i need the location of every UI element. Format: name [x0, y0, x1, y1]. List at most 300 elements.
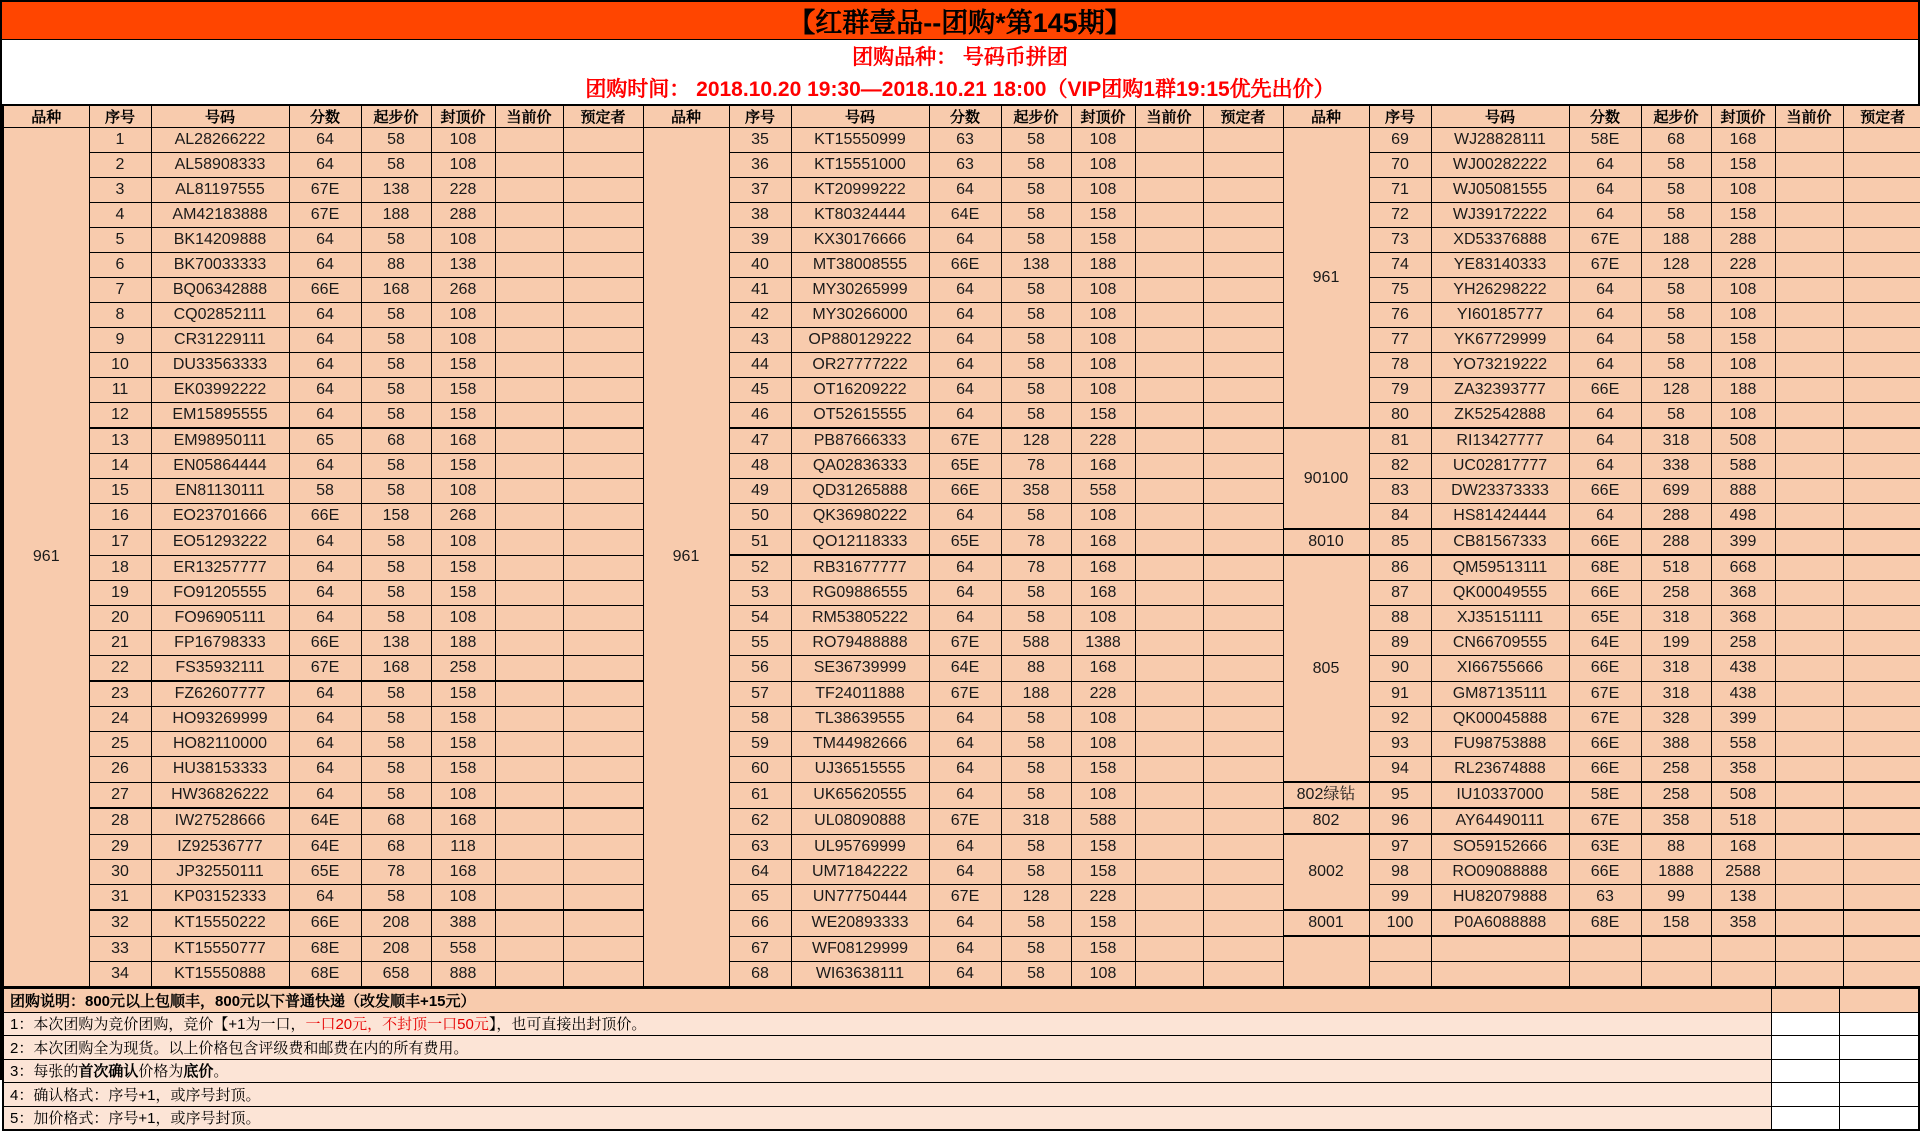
cell-number[interactable]: RM53805222: [791, 606, 929, 631]
cell-start-price[interactable]: 58: [1001, 128, 1071, 153]
cell-score[interactable]: 65E: [929, 454, 1001, 479]
cell-start-price[interactable]: 58: [361, 454, 431, 479]
cell-start-price[interactable]: 58: [1001, 228, 1071, 253]
cell-reserver[interactable]: [1203, 555, 1283, 581]
cell-cap-price[interactable]: 108: [431, 128, 495, 153]
cell-cap-price[interactable]: 108: [431, 328, 495, 353]
cell-number[interactable]: YH26298222: [1431, 278, 1569, 303]
cell-reserver[interactable]: [1203, 253, 1283, 278]
cell-current-price[interactable]: [1135, 278, 1203, 303]
cell-score[interactable]: 66E: [1569, 656, 1641, 682]
cell-cap-price[interactable]: 508: [1711, 428, 1775, 454]
cell-reserver[interactable]: [1843, 631, 1920, 656]
cell-serial[interactable]: 28: [89, 808, 151, 834]
cell-current-price[interactable]: [495, 910, 563, 936]
cell-score[interactable]: 64: [929, 228, 1001, 253]
cell-serial[interactable]: 6: [89, 253, 151, 278]
cell-serial[interactable]: 67: [729, 936, 791, 962]
cell-cap-price[interactable]: 158: [1711, 328, 1775, 353]
cell-number[interactable]: KP03152333: [151, 885, 289, 911]
cell-cap-price[interactable]: 108: [1071, 707, 1135, 732]
cell-serial[interactable]: 51: [729, 529, 791, 555]
cell-reserver[interactable]: [563, 454, 643, 479]
cell-score[interactable]: 64: [1569, 428, 1641, 454]
cell-current-price[interactable]: [1135, 504, 1203, 530]
cell-current-price[interactable]: [1771, 989, 1839, 1013]
cell-current-price[interactable]: [1135, 128, 1203, 153]
cell-start-price[interactable]: 188: [1001, 681, 1071, 707]
cell-current-price[interactable]: [1135, 378, 1203, 403]
cell-start-price[interactable]: 138: [361, 631, 431, 656]
cell-cap-price[interactable]: 108: [1711, 178, 1775, 203]
cell-cap-price[interactable]: 108: [431, 479, 495, 504]
cell-serial[interactable]: 12: [89, 403, 151, 429]
cell-start-price[interactable]: 128: [1641, 253, 1711, 278]
cell-current-price[interactable]: [1775, 581, 1843, 606]
cell-score[interactable]: 65E: [1569, 606, 1641, 631]
cell-current-price[interactable]: [1135, 757, 1203, 783]
cell-number[interactable]: PB87666333: [791, 428, 929, 454]
cell-variety[interactable]: [1283, 936, 1369, 987]
cell-number[interactable]: SO59152666: [1431, 834, 1569, 860]
cell-reserver[interactable]: [1839, 989, 1919, 1013]
cell-serial[interactable]: 4: [89, 203, 151, 228]
cell-score[interactable]: 64: [929, 581, 1001, 606]
cell-current-price[interactable]: [1775, 353, 1843, 378]
cell-cap-price[interactable]: 158: [431, 555, 495, 581]
cell-score[interactable]: 64: [289, 606, 361, 631]
cell-cap-price[interactable]: 108: [1711, 303, 1775, 328]
cell-serial[interactable]: 93: [1369, 732, 1431, 757]
cell-reserver[interactable]: [1843, 910, 1920, 936]
cell-number[interactable]: [1431, 962, 1569, 988]
cell-cap-price[interactable]: 888: [1711, 479, 1775, 504]
cell-current-price[interactable]: [495, 403, 563, 429]
cell-serial[interactable]: 45: [729, 378, 791, 403]
cell-current-price[interactable]: [1775, 479, 1843, 504]
cell-score[interactable]: 64E: [929, 656, 1001, 682]
cell-serial[interactable]: 63: [729, 834, 791, 860]
cell-reserver[interactable]: [1843, 885, 1920, 911]
cell-reserver[interactable]: [1203, 606, 1283, 631]
cell-current-price[interactable]: [1135, 631, 1203, 656]
cell-cap-price[interactable]: 228: [431, 178, 495, 203]
cell-current-price[interactable]: [495, 278, 563, 303]
cell-number[interactable]: RO79488888: [791, 631, 929, 656]
cell-reserver[interactable]: [563, 631, 643, 656]
cell-serial[interactable]: 60: [729, 757, 791, 783]
cell-number[interactable]: UL95769999: [791, 834, 929, 860]
cell-current-price[interactable]: [1135, 962, 1203, 988]
cell-reserver[interactable]: [1203, 860, 1283, 885]
cell-variety[interactable]: 8002: [1283, 834, 1369, 910]
cell-serial[interactable]: 13: [89, 428, 151, 454]
cell-score[interactable]: 66E: [1569, 860, 1641, 885]
cell-cap-price[interactable]: 558: [431, 936, 495, 962]
cell-reserver[interactable]: [1843, 403, 1920, 429]
cell-serial[interactable]: 61: [729, 782, 791, 808]
cell-reserver[interactable]: [563, 128, 643, 153]
cell-score[interactable]: 64: [1569, 504, 1641, 530]
cell-start-price[interactable]: 68: [361, 808, 431, 834]
cell-number[interactable]: UL08090888: [791, 808, 929, 834]
cell-number[interactable]: OP880129222: [791, 328, 929, 353]
cell-current-price[interactable]: [1775, 732, 1843, 757]
cell-serial[interactable]: 39: [729, 228, 791, 253]
cell-current-price[interactable]: [495, 707, 563, 732]
cell-start-price[interactable]: 158: [361, 504, 431, 530]
cell-start-price[interactable]: 58: [361, 555, 431, 581]
cell-reserver[interactable]: [1843, 178, 1920, 203]
cell-start-price[interactable]: 58: [361, 153, 431, 178]
cell-current-price[interactable]: [1775, 303, 1843, 328]
cell-start-price[interactable]: 388: [1641, 732, 1711, 757]
cell-score[interactable]: 64: [929, 732, 1001, 757]
cell-serial[interactable]: 33: [89, 936, 151, 962]
cell-start-price[interactable]: 58: [1641, 403, 1711, 429]
cell-current-price[interactable]: [1775, 936, 1843, 962]
cell-cap-price[interactable]: 108: [1071, 606, 1135, 631]
cell-reserver[interactable]: [563, 328, 643, 353]
cell-serial[interactable]: 40: [729, 253, 791, 278]
cell-serial[interactable]: 22: [89, 656, 151, 682]
cell-cap-price[interactable]: 228: [1711, 253, 1775, 278]
cell-score[interactable]: 64: [289, 681, 361, 707]
cell-reserver[interactable]: [1203, 153, 1283, 178]
cell-reserver[interactable]: [1843, 581, 1920, 606]
cell-cap-price[interactable]: 268: [431, 504, 495, 530]
cell-current-price[interactable]: [495, 936, 563, 962]
cell-current-price[interactable]: [1135, 253, 1203, 278]
cell-cap-price[interactable]: 108: [1071, 962, 1135, 988]
cell-score[interactable]: 64: [1569, 278, 1641, 303]
cell-current-price[interactable]: [495, 656, 563, 682]
cell-score[interactable]: 64E: [1569, 631, 1641, 656]
cell-reserver[interactable]: [1843, 962, 1920, 988]
cell-cap-price[interactable]: 108: [431, 885, 495, 911]
cell-start-price[interactable]: 58: [1641, 278, 1711, 303]
cell-start-price[interactable]: 58: [1641, 353, 1711, 378]
cell-reserver[interactable]: [563, 253, 643, 278]
cell-score[interactable]: 64: [929, 353, 1001, 378]
cell-current-price[interactable]: [495, 479, 563, 504]
cell-number[interactable]: ZK52542888: [1431, 403, 1569, 429]
cell-reserver[interactable]: [1203, 885, 1283, 911]
cell-reserver[interactable]: [1843, 529, 1920, 555]
cell-cap-price[interactable]: 1388: [1071, 631, 1135, 656]
cell-reserver[interactable]: [563, 278, 643, 303]
cell-number[interactable]: EO23701666: [151, 504, 289, 530]
cell-current-price[interactable]: [1775, 278, 1843, 303]
cell-number[interactable]: KX30176666: [791, 228, 929, 253]
cell-current-price[interactable]: [1775, 153, 1843, 178]
cell-number[interactable]: YK67729999: [1431, 328, 1569, 353]
cell-reserver[interactable]: [563, 757, 643, 783]
cell-start-price[interactable]: 288: [1641, 529, 1711, 555]
cell-reserver[interactable]: [1843, 681, 1920, 707]
cell-start-price[interactable]: 68: [1641, 128, 1711, 153]
cell-serial[interactable]: 79: [1369, 378, 1431, 403]
cell-reserver[interactable]: [1203, 962, 1283, 988]
cell-score[interactable]: 64: [929, 555, 1001, 581]
cell-current-price[interactable]: [1775, 504, 1843, 530]
cell-cap-price[interactable]: 108: [1071, 303, 1135, 328]
cell-score[interactable]: 65E: [929, 529, 1001, 555]
cell-number[interactable]: XJ35151111: [1431, 606, 1569, 631]
cell-serial[interactable]: 21: [89, 631, 151, 656]
cell-cap-price[interactable]: 168: [1711, 128, 1775, 153]
cell-number[interactable]: CR31229111: [151, 328, 289, 353]
cell-cap-price[interactable]: 158: [1071, 228, 1135, 253]
cell-variety[interactable]: 961: [1283, 128, 1369, 429]
cell-serial[interactable]: 73: [1369, 228, 1431, 253]
cell-current-price[interactable]: [1775, 555, 1843, 581]
cell-score[interactable]: 66E: [1569, 479, 1641, 504]
cell-cap-price[interactable]: 108: [1071, 128, 1135, 153]
cell-number[interactable]: EK03992222: [151, 378, 289, 403]
cell-number[interactable]: TL38639555: [791, 707, 929, 732]
cell-reserver[interactable]: [563, 656, 643, 682]
cell-score[interactable]: 64: [289, 529, 361, 555]
cell-serial[interactable]: 72: [1369, 203, 1431, 228]
cell-number[interactable]: WE20893333: [791, 910, 929, 936]
cell-reserver[interactable]: [1203, 782, 1283, 808]
cell-serial[interactable]: 71: [1369, 178, 1431, 203]
cell-reserver[interactable]: [1839, 1012, 1919, 1036]
cell-start-price[interactable]: 358: [1001, 479, 1071, 504]
cell-serial[interactable]: 3: [89, 178, 151, 203]
cell-start-price[interactable]: 88: [1001, 656, 1071, 682]
cell-reserver[interactable]: [1843, 936, 1920, 962]
cell-current-price[interactable]: [1775, 378, 1843, 403]
cell-start-price[interactable]: 518: [1641, 555, 1711, 581]
cell-number[interactable]: [1431, 936, 1569, 962]
cell-current-price[interactable]: [1775, 228, 1843, 253]
cell-serial[interactable]: 62: [729, 808, 791, 834]
cell-serial[interactable]: 54: [729, 606, 791, 631]
cell-start-price[interactable]: 78: [1001, 555, 1071, 581]
cell-number[interactable]: UJ36515555: [791, 757, 929, 783]
cell-number[interactable]: EM98950111: [151, 428, 289, 454]
cell-score[interactable]: 64: [289, 303, 361, 328]
cell-current-price[interactable]: [1775, 656, 1843, 682]
cell-current-price[interactable]: [1135, 681, 1203, 707]
cell-reserver[interactable]: [1843, 834, 1920, 860]
cell-serial[interactable]: 89: [1369, 631, 1431, 656]
cell-start-price[interactable]: 258: [1641, 782, 1711, 808]
cell-start-price[interactable]: 258: [1641, 757, 1711, 783]
cell-current-price[interactable]: [1135, 303, 1203, 328]
cell-start-price[interactable]: 58: [361, 479, 431, 504]
cell-cap-price[interactable]: 168: [431, 860, 495, 885]
cell-cap-price[interactable]: 108: [431, 153, 495, 178]
cell-reserver[interactable]: [1843, 303, 1920, 328]
cell-cap-price[interactable]: 258: [431, 656, 495, 682]
cell-current-price[interactable]: [495, 328, 563, 353]
cell-current-price[interactable]: [495, 732, 563, 757]
cell-current-price[interactable]: [1775, 428, 1843, 454]
cell-start-price[interactable]: 99: [1641, 885, 1711, 911]
cell-variety[interactable]: 805: [1283, 555, 1369, 782]
cell-start-price[interactable]: 58: [361, 128, 431, 153]
cell-current-price[interactable]: [1771, 1083, 1839, 1107]
cell-number[interactable]: EN81130111: [151, 479, 289, 504]
cell-serial[interactable]: 8: [89, 303, 151, 328]
cell-variety[interactable]: 961: [3, 128, 89, 988]
cell-score[interactable]: 66E: [289, 910, 361, 936]
cell-score[interactable]: 67E: [929, 681, 1001, 707]
cell-serial[interactable]: 91: [1369, 681, 1431, 707]
cell-score[interactable]: 64: [929, 504, 1001, 530]
cell-score[interactable]: 68E: [289, 962, 361, 988]
cell-start-price[interactable]: 188: [361, 203, 431, 228]
cell-number[interactable]: XI66755666: [1431, 656, 1569, 682]
cell-number[interactable]: YI60185777: [1431, 303, 1569, 328]
cell-score[interactable]: 64: [289, 403, 361, 429]
cell-current-price[interactable]: [495, 631, 563, 656]
cell-start-price[interactable]: 58: [361, 885, 431, 911]
cell-start-price[interactable]: 58: [361, 681, 431, 707]
cell-serial[interactable]: 29: [89, 834, 151, 860]
cell-cap-price[interactable]: 168: [1071, 555, 1135, 581]
cell-current-price[interactable]: [1135, 403, 1203, 429]
cell-cap-price[interactable]: 288: [1711, 228, 1775, 253]
cell-start-price[interactable]: 58: [1001, 178, 1071, 203]
cell-serial[interactable]: 48: [729, 454, 791, 479]
cell-cap-price[interactable]: 399: [1711, 707, 1775, 732]
cell-cap-price[interactable]: 258: [1711, 631, 1775, 656]
cell-start-price[interactable]: 58: [361, 303, 431, 328]
cell-reserver[interactable]: [1843, 253, 1920, 278]
cell-current-price[interactable]: [1135, 860, 1203, 885]
cell-cap-price[interactable]: 358: [1711, 757, 1775, 783]
cell-serial[interactable]: 90: [1369, 656, 1431, 682]
cell-start-price[interactable]: 318: [1641, 428, 1711, 454]
cell-serial[interactable]: 58: [729, 707, 791, 732]
cell-cap-price[interactable]: 108: [431, 228, 495, 253]
cell-cap-price[interactable]: 358: [1711, 910, 1775, 936]
cell-reserver[interactable]: [563, 178, 643, 203]
cell-reserver[interactable]: [563, 732, 643, 757]
cell-number[interactable]: EO51293222: [151, 529, 289, 555]
cell-number[interactable]: KT15551000: [791, 153, 929, 178]
cell-score[interactable]: [1569, 962, 1641, 988]
cell-number[interactable]: CQ02852111: [151, 303, 289, 328]
cell-start-price[interactable]: 58: [361, 328, 431, 353]
cell-reserver[interactable]: [1203, 529, 1283, 555]
cell-score[interactable]: 63: [929, 128, 1001, 153]
cell-start-price[interactable]: 138: [1001, 253, 1071, 278]
cell-number[interactable]: EN05864444: [151, 454, 289, 479]
cell-score[interactable]: 66E: [1569, 732, 1641, 757]
cell-start-price[interactable]: 58: [1641, 153, 1711, 178]
cell-number[interactable]: IW27528666: [151, 808, 289, 834]
cell-start-price[interactable]: 58: [1001, 403, 1071, 429]
cell-serial[interactable]: 88: [1369, 606, 1431, 631]
cell-reserver[interactable]: [1839, 1059, 1919, 1083]
cell-start-price[interactable]: 658: [361, 962, 431, 988]
cell-cap-price[interactable]: 399: [1711, 529, 1775, 555]
cell-serial[interactable]: 23: [89, 681, 151, 707]
cell-cap-price[interactable]: 108: [1711, 278, 1775, 303]
cell-score[interactable]: 64: [289, 555, 361, 581]
cell-start-price[interactable]: 128: [1001, 428, 1071, 454]
cell-number[interactable]: OR27777222: [791, 353, 929, 378]
cell-serial[interactable]: 27: [89, 782, 151, 808]
cell-current-price[interactable]: [1135, 203, 1203, 228]
cell-start-price[interactable]: 58: [1001, 936, 1071, 962]
cell-number[interactable]: QK00045888: [1431, 707, 1569, 732]
cell-score[interactable]: 67E: [929, 428, 1001, 454]
cell-number[interactable]: HU38153333: [151, 757, 289, 783]
cell-score[interactable]: 64: [929, 936, 1001, 962]
cell-current-price[interactable]: [1135, 581, 1203, 606]
cell-serial[interactable]: 78: [1369, 353, 1431, 378]
cell-reserver[interactable]: [563, 303, 643, 328]
cell-score[interactable]: [1569, 936, 1641, 962]
cell-number[interactable]: FZ62607777: [151, 681, 289, 707]
cell-number[interactable]: AL28266222: [151, 128, 289, 153]
cell-start-price[interactable]: 58: [1001, 581, 1071, 606]
cell-start-price[interactable]: 58: [1001, 303, 1071, 328]
cell-number[interactable]: TF24011888: [791, 681, 929, 707]
cell-cap-price[interactable]: 158: [1071, 203, 1135, 228]
cell-start-price[interactable]: 58: [1001, 757, 1071, 783]
cell-serial[interactable]: 20: [89, 606, 151, 631]
cell-serial[interactable]: 5: [89, 228, 151, 253]
cell-current-price[interactable]: [495, 253, 563, 278]
cell-serial[interactable]: 32: [89, 910, 151, 936]
cell-serial[interactable]: 1: [89, 128, 151, 153]
cell-number[interactable]: RB31677777: [791, 555, 929, 581]
cell-cap-price[interactable]: 498: [1711, 504, 1775, 530]
cell-cap-price[interactable]: 158: [431, 757, 495, 783]
cell-score[interactable]: 64: [929, 303, 1001, 328]
cell-cap-price[interactable]: 228: [1071, 681, 1135, 707]
cell-start-price[interactable]: 58: [1641, 178, 1711, 203]
cell-current-price[interactable]: [495, 428, 563, 454]
cell-start-price[interactable]: 58: [1001, 153, 1071, 178]
cell-number[interactable]: P0A6088888: [1431, 910, 1569, 936]
cell-number[interactable]: FO96905111: [151, 606, 289, 631]
cell-serial[interactable]: 85: [1369, 529, 1431, 555]
cell-current-price[interactable]: [495, 962, 563, 988]
cell-start-price[interactable]: 68: [361, 428, 431, 454]
cell-reserver[interactable]: [1203, 707, 1283, 732]
cell-start-price[interactable]: 318: [1001, 808, 1071, 834]
cell-reserver[interactable]: [563, 860, 643, 885]
cell-start-price[interactable]: 88: [361, 253, 431, 278]
cell-number[interactable]: KT80324444: [791, 203, 929, 228]
cell-score[interactable]: 64: [1569, 153, 1641, 178]
cell-reserver[interactable]: [1843, 808, 1920, 834]
cell-serial[interactable]: [1369, 962, 1431, 988]
cell-serial[interactable]: 38: [729, 203, 791, 228]
cell-serial[interactable]: 11: [89, 378, 151, 403]
cell-number[interactable]: CN66709555: [1431, 631, 1569, 656]
cell-cap-price[interactable]: 508: [1711, 782, 1775, 808]
cell-score[interactable]: 64: [289, 581, 361, 606]
cell-score[interactable]: 64: [289, 732, 361, 757]
cell-reserver[interactable]: [563, 479, 643, 504]
cell-start-price[interactable]: 58: [361, 378, 431, 403]
cell-serial[interactable]: 34: [89, 962, 151, 988]
cell-score[interactable]: 64: [289, 228, 361, 253]
cell-cap-price[interactable]: 108: [1711, 353, 1775, 378]
cell-score[interactable]: 64E: [289, 808, 361, 834]
cell-reserver[interactable]: [563, 378, 643, 403]
cell-start-price[interactable]: 78: [1001, 529, 1071, 555]
